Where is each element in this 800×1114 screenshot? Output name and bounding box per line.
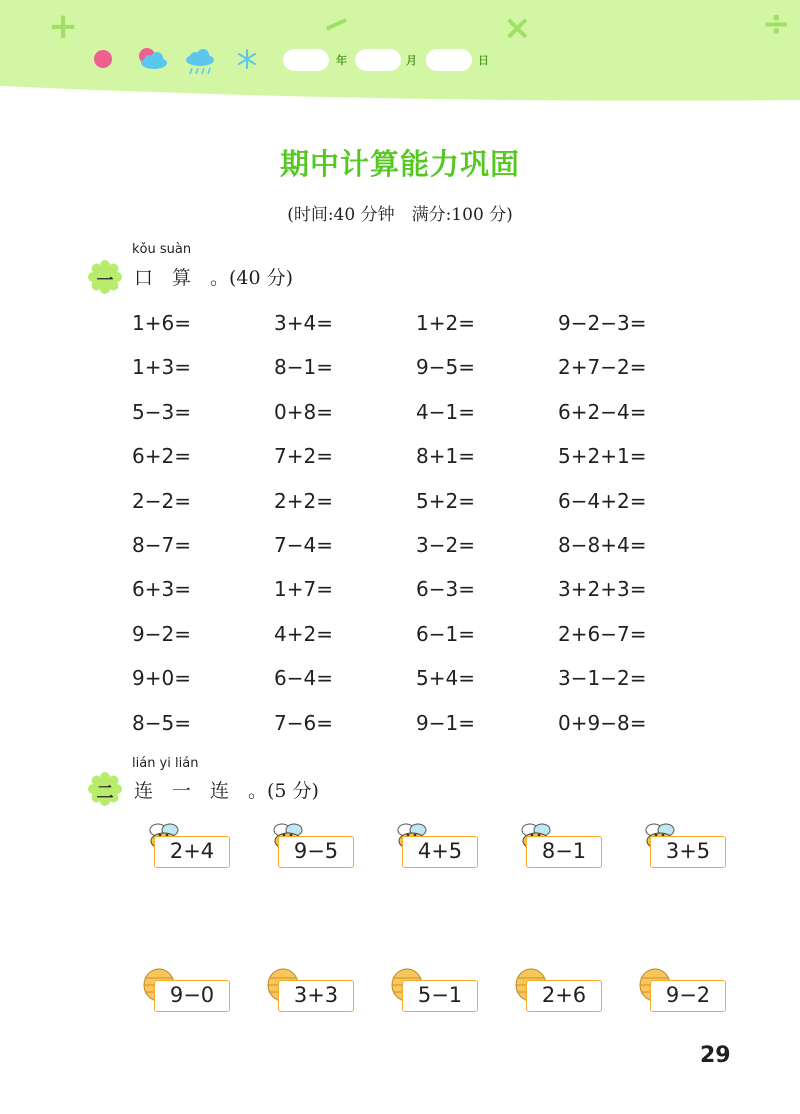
arithmetic-problem: 1+7= (274, 577, 333, 602)
page-subtitle: (时间:40 分钟 满分:100 分) (287, 205, 513, 225)
arithmetic-problem: 5−3= (132, 399, 191, 424)
arithmetic-problem: 8−8+4= (558, 533, 647, 557)
arithmetic-problem: 5+2= (416, 488, 475, 513)
bee-expression[interactable]: 8−1 (526, 836, 602, 868)
rain-cloud-icon (183, 44, 217, 78)
snowflake-icon (236, 44, 258, 74)
arithmetic-problem: 6−4= (274, 666, 333, 691)
arithmetic-problem: 8+1= (416, 444, 475, 469)
sun-icon (92, 44, 114, 74)
day-label: 日 (478, 54, 489, 67)
section1-pinyin: kǒu suàn (132, 242, 192, 257)
arithmetic-problem: 5+4= (416, 666, 475, 691)
minus-decoration-icon: − (314, 0, 358, 49)
day-field[interactable] (426, 49, 472, 71)
arithmetic-problem: 8−1= (274, 355, 333, 380)
month-field[interactable] (355, 49, 401, 71)
section2-pinyin: lián yi lián (132, 756, 199, 771)
arithmetic-problem: 0+9−8= (558, 710, 647, 735)
arithmetic-problem: 7−6= (274, 710, 333, 735)
arithmetic-problem: 9−2−3= (558, 311, 647, 335)
arithmetic-problem: 9+0= (132, 666, 191, 691)
section2-number: 二 (96, 783, 114, 803)
arithmetic-problem: 3+2+3= (558, 577, 647, 602)
section1-title: 口 算 。(40 分) (134, 267, 294, 289)
sun-cloud-icon (134, 44, 170, 74)
arithmetic-problem: 6+3= (132, 577, 191, 602)
arithmetic-problem: 9−5= (416, 355, 475, 380)
arithmetic-problem: 3−1−2= (558, 666, 647, 691)
arithmetic-problem: 6−1= (416, 621, 475, 646)
arithmetic-problem: 1+2= (416, 311, 475, 335)
plus-decoration-icon: + (48, 6, 79, 47)
arithmetic-problem: 4+2= (274, 621, 333, 646)
section2-badge (88, 772, 122, 806)
arithmetic-problem: 0+8= (274, 399, 333, 424)
arithmetic-problem: 2+7−2= (558, 355, 647, 380)
hive-expression[interactable]: 9−2 (650, 980, 726, 1012)
divide-decoration-icon: ÷ (762, 4, 791, 44)
hive-expression[interactable]: 5−1 (402, 980, 478, 1012)
arithmetic-problem: 2+2= (274, 488, 333, 513)
arithmetic-problem: 5+2+1= (558, 444, 647, 469)
page-number: 29 (700, 1043, 731, 1068)
arithmetic-problem: 3−2= (416, 533, 475, 557)
page-title: 期中计算能力巩固 (279, 147, 520, 181)
arithmetic-problem: 1+3= (132, 355, 191, 380)
arithmetic-problem: 8−5= (132, 710, 191, 735)
section2-title: 连 一 连 。(5 分) (134, 780, 319, 802)
arithmetic-problem: 2−2= (132, 488, 191, 513)
year-field[interactable] (283, 49, 329, 71)
year-label: 年 (336, 54, 347, 67)
bee-expression[interactable]: 9−5 (278, 836, 354, 868)
bee-expression[interactable]: 3+5 (650, 836, 726, 868)
arithmetic-problem: 7−4= (274, 533, 333, 557)
multiply-decoration-icon: × (503, 8, 532, 48)
hive-expression[interactable]: 2+6 (526, 980, 602, 1012)
arithmetic-problem: 8−7= (132, 533, 191, 557)
section1-badge (88, 260, 122, 294)
arithmetic-problem: 3+4= (274, 311, 333, 335)
arithmetic-problem: 6−3= (416, 577, 475, 602)
bee-expression[interactable]: 4+5 (402, 836, 478, 868)
arithmetic-problem: 9−1= (416, 710, 475, 735)
arithmetic-problem: 6+2= (132, 444, 191, 469)
arithmetic-problem: 2+6−7= (558, 621, 647, 646)
bee-expression[interactable]: 2+4 (154, 836, 230, 868)
hive-expression[interactable]: 3+3 (278, 980, 354, 1012)
arithmetic-problem: 6+2−4= (558, 399, 647, 424)
arithmetic-problem: 4−1= (416, 399, 475, 424)
hive-expression[interactable]: 9−0 (154, 980, 230, 1012)
arithmetic-problem: 1+6= (132, 311, 191, 335)
month-label: 月 (406, 54, 417, 67)
arithmetic-problem: 9−2= (132, 621, 191, 646)
arithmetic-problem: 7+2= (274, 444, 333, 469)
section1-number: 一 (96, 271, 114, 291)
arithmetic-problem: 6−4+2= (558, 488, 647, 513)
